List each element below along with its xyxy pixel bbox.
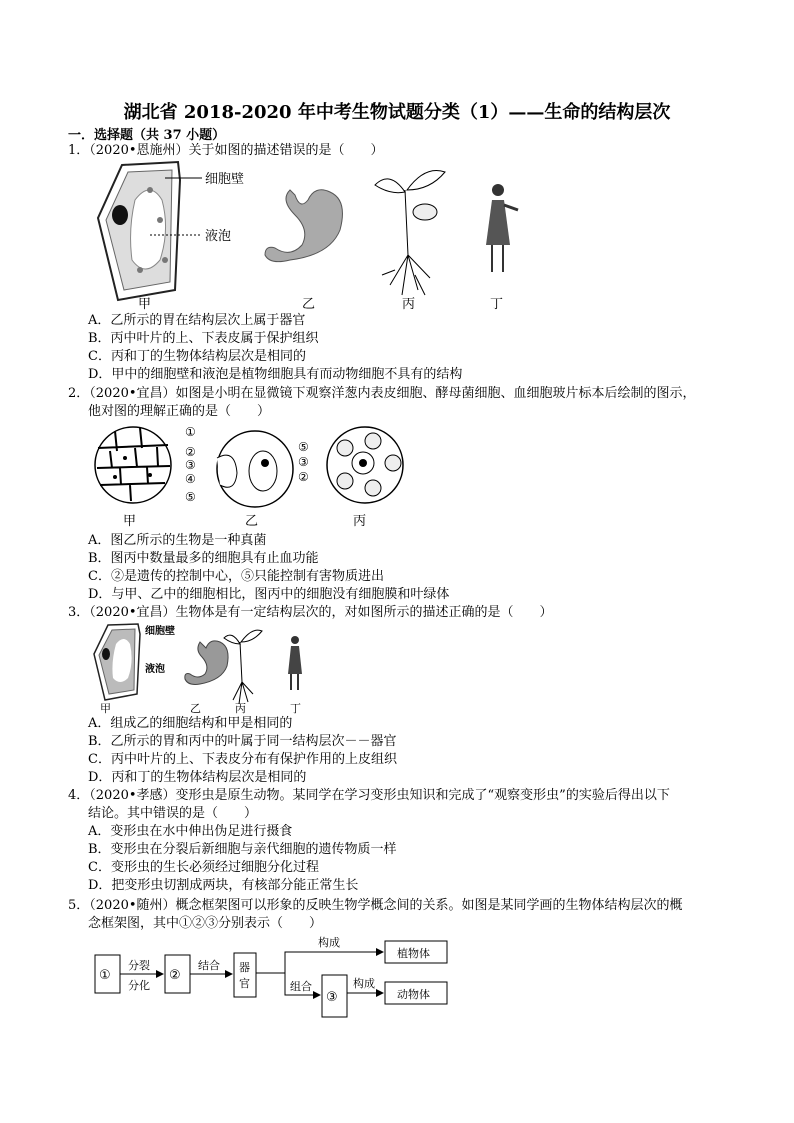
q2-label-jia: 甲	[123, 514, 137, 529]
q3-label-wall: 细胞壁	[145, 626, 175, 637]
q2-option-a: A．图乙所示的生物是一种真菌	[88, 533, 267, 548]
girl-small-illustration	[288, 636, 302, 690]
page-title: 湖北省 2018-2020 年中考生物试题分类（1）——生命的结构层次	[123, 102, 671, 123]
label-compose: 构成	[318, 936, 340, 949]
plant-cell-small-illustration	[94, 624, 140, 700]
q2-option-d: D．与甲、乙中的细胞相比，图丙中的细胞没有细胞膜和叶绿体	[88, 587, 450, 602]
q2-label-n5: ⑤	[185, 490, 196, 504]
q3-figure	[90, 622, 320, 717]
label-plant: 植物体	[397, 947, 430, 960]
q4-option-c: C．变形虫的生长必须经过细胞分化过程	[88, 860, 319, 875]
q3-option-a: A．组成乙的细胞结构和甲是相同的	[88, 716, 293, 731]
q2-label-n2b: ②	[298, 470, 309, 484]
plant-cell-illustration	[98, 162, 202, 300]
q5-stem-line2: 念框架图，其中①②③分别表示（ ）	[88, 916, 323, 931]
q2-label-n5b: ⑤	[298, 440, 309, 454]
q5-stem-line1: 5．（2020•随州）概念框架图可以形象的反映生物学概念间的关系。如图是某同学画的生物体结构层次的概	[68, 898, 683, 913]
q3-label-vacuole: 液泡	[145, 664, 165, 675]
label-combine: 结合	[198, 959, 220, 972]
q2-label-n4: ④	[185, 472, 196, 486]
stomach-illustration	[265, 190, 342, 262]
label-animal: 动物体	[397, 988, 430, 1001]
q1-label-wall: 细胞壁	[205, 172, 245, 187]
q1-figure	[90, 160, 530, 315]
plant-seedling-small-illustration	[224, 630, 262, 704]
box-2-label: ②	[169, 968, 181, 983]
label-divide: 分裂	[128, 959, 150, 972]
q2-label-bing: 丙	[353, 514, 367, 529]
onion-cells-illustration	[95, 427, 171, 503]
stomach-small-illustration	[185, 641, 228, 685]
q1-stem: 1．（2020•恩施州）关于如图的描述错误的是（ ）	[68, 143, 384, 158]
q2-figure	[95, 423, 415, 533]
q4-stem-line1: 4．（2020•孝感）变形虫是原生动物。某同学在学习变形虫知识和完成了“观察变形虫”的实验后得出以下	[68, 788, 670, 803]
yeast-cell-illustration	[217, 431, 293, 507]
q2-label-yi: 乙	[245, 514, 259, 529]
q4-option-a: A．变形虫在水中伸出伪足进行摄食	[88, 824, 293, 839]
girl-illustration	[486, 184, 518, 272]
q1-option-a: A．乙所示的胃在结构层次上属于器官	[88, 313, 306, 328]
q4-option-b: B．变形虫在分裂后新细胞与亲代细胞的遗传物质一样	[88, 842, 397, 857]
q2-label-n1: ①	[185, 425, 196, 439]
q4-stem-line2: 结论。其中错误的是（ ）	[88, 806, 258, 821]
q2-option-c: C．②是遗传的控制中心，⑤只能控制有害物质进出	[88, 569, 384, 584]
q3-option-c: C．丙中叶片的上、下表皮分布有保护作用的上皮组织	[88, 752, 397, 767]
q3-label-jia: 甲	[100, 702, 111, 715]
q1-option-c: C．丙和丁的生物体结构层次是相同的	[88, 349, 306, 364]
q3-label-yi: 乙	[190, 702, 201, 715]
plant-seedling-illustration	[375, 170, 445, 295]
q1-label-jia: 甲	[138, 297, 152, 312]
box-1-label: ①	[99, 968, 111, 983]
label-differentiate: 分化	[128, 979, 150, 992]
q2-label-n3b: ③	[298, 455, 309, 469]
q1-option-d: D．甲中的细胞壁和液泡是植物细胞具有而动物细胞不具有的结构	[88, 367, 463, 382]
q1-label-bing: 丙	[402, 297, 416, 312]
q2-stem-line1: 2．（2020•宜昌）如图是小明在显微镜下观察洋葱内表皮细胞、酵母菌细胞、血细胞玻片标本后绘制的图示，	[68, 386, 696, 401]
q3-option-d: D．丙和丁的生物体结构层次是相同的	[88, 770, 307, 785]
q2-label-n3: ③	[185, 458, 196, 472]
q3-stem: 3．（2020•宜昌）生物体是有一定结构层次的，对如图所示的描述正确的是（ ）	[68, 605, 553, 620]
q5-concept-diagram	[90, 935, 470, 1025]
label-compose-2: 构成	[353, 977, 375, 990]
q1-label-yi: 乙	[302, 297, 316, 312]
q1-label-ding: 丁	[490, 297, 504, 312]
q1-label-vacuole: 液泡	[205, 229, 232, 244]
box-organ	[234, 953, 256, 997]
label-organ-2: 官	[239, 977, 250, 990]
box-3-label: ③	[326, 990, 338, 1005]
q3-option-b: B．乙所示的胃和丙中的叶属于同一结构层次－－器官	[88, 734, 397, 749]
label-group: 组合	[290, 980, 312, 993]
q2-label-n2: ②	[185, 445, 196, 459]
blood-cells-illustration	[327, 427, 403, 503]
q4-option-d: D．把变形虫切割成两块，有核部分能正常生长	[88, 878, 359, 893]
q3-label-bing: 丙	[235, 702, 246, 715]
label-organ-1: 器	[239, 961, 250, 974]
q2-stem-line2: 他对图的理解正确的是（ ）	[88, 404, 271, 419]
q1-option-b: B．丙中叶片的上、下表皮属于保护组织	[88, 331, 319, 346]
section-heading: 一．选择题（共 37 小题）	[68, 128, 226, 143]
q3-label-ding: 丁	[290, 702, 301, 715]
q2-option-b: B．图丙中数量最多的细胞具有止血功能	[88, 551, 319, 566]
